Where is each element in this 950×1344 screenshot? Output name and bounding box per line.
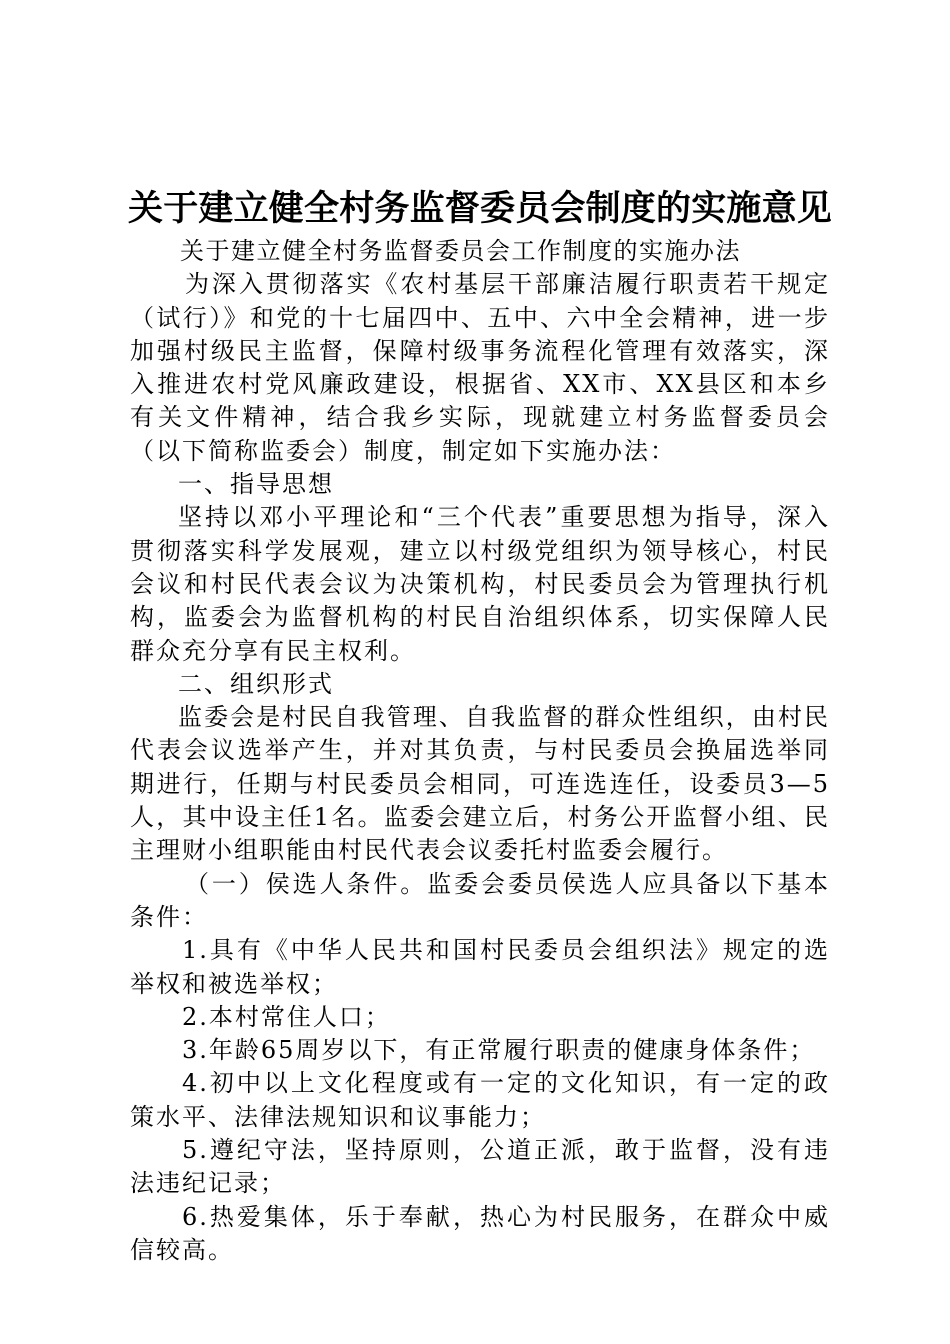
- condition-item-1: 1.具有《中华人民共和国村民委员会组织法》规定的选举权和被选举权；: [130, 936, 830, 998]
- document-body: [130, 235, 830, 1267]
- condition-item-2: 2.本村常住人口；: [182, 1002, 391, 1031]
- condition-item-4: 4.初中以上文化程度或有一定的文化知识，有一定的政策水平、法律法规知识和议事能力；: [130, 1069, 830, 1131]
- section-heading-guiding-thought: 一、指导思想: [178, 470, 334, 499]
- intro-paragraph: 为深入贯彻落实《农村基层干部廉洁履行职责若干规定（试行）》和党的十七届四中、五中、六中全会精神，进一步加强村级民主监督，保障村级事务流程化管理有效落实，深入推进农村党风廉政建设，根据省、XX市、XX县区和本乡有关文件精神，结合我乡实际，现就建立村务监督委员会（以下简称监委会）制度，制定如下实施办法：: [130, 270, 830, 465]
- condition-item-5: 5.遵纪守法，坚持原则，公道正派，敢于监督，没有违法违纪记录；: [130, 1136, 830, 1198]
- condition-item-6: 6.热爱集体，乐于奉献，热心为村民服务，在群众中威信较高。: [130, 1202, 830, 1264]
- condition-item-3: 3.年龄65周岁以下，有正常履行职责的健康身体条件；: [182, 1036, 816, 1065]
- candidate-conditions-heading: （一）侯选人条件。监委会委员侯选人应具备以下基本条件：: [130, 869, 830, 931]
- document-subtitle: 关于建立健全村务监督委员会工作制度的实施办法: [180, 237, 741, 265]
- document-title: 关于建立健全村务监督委员会制度的实施意见: [128, 188, 833, 229]
- section-heading-organization-form: 二、组织形式: [178, 669, 334, 698]
- section-body-guiding-thought: 坚持以邓小平理论和“三个代表”重要思想为指导，深入贯彻落实科学发展观，建立以村级党组织为领导核心，村民会议和村民代表会议为决策机构，村民委员会为管理执行机构，监委会为监督机构的村民自治组织体系，切实保障人民群众充分享有民主权利。: [130, 503, 830, 665]
- section-body-organization-form: 监委会是村民自我管理、自我监督的群众性组织，由村民代表会议选举产生，并对其负责，与村民委员会换届选举同期进行，任期与村民委员会相同，可连选连任，设委员3—5人，其中设主任1名。监委会建立后，村务公开监督小组、民主理财小组职能由村民代表会议委托村监委会履行。: [130, 703, 830, 865]
